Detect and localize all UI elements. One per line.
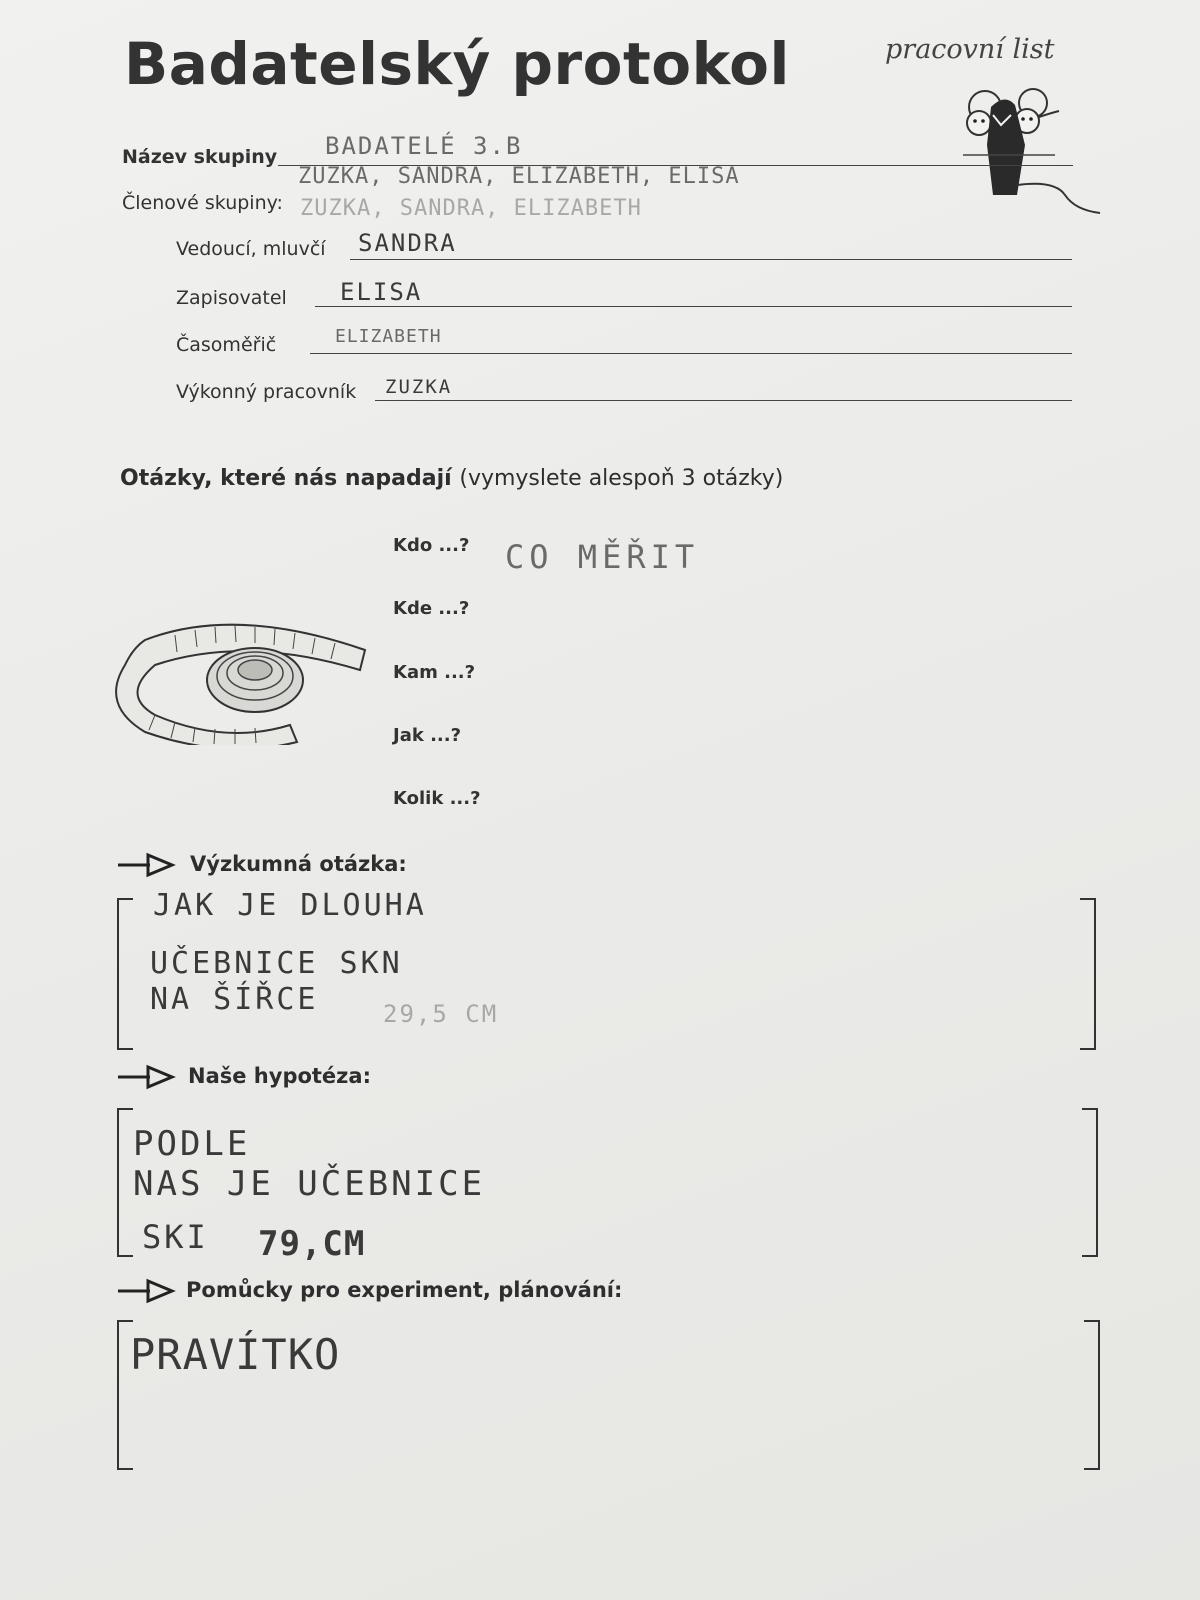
questions-title-bold: Otázky, které nás napadají (120, 466, 452, 491)
worker-label: Výkonný pracovník (176, 381, 357, 403)
timekeeper-label: Časoměřič (176, 334, 277, 356)
group-name-value: BADATELÉ 3.B (325, 132, 523, 160)
worker-line (375, 400, 1072, 401)
research-bracket-left (117, 898, 133, 1050)
tools-bracket-right (1084, 1320, 1100, 1470)
hypothesis-line-3: SKI (142, 1218, 209, 1256)
research-bracket-right (1080, 898, 1096, 1050)
page-title: Badatelský protokol (124, 30, 790, 98)
members-value: ZUZKA, SANDRA, ELIZABETH, ELISA (298, 164, 740, 189)
question-how-much: Kolik ...? (393, 788, 481, 809)
leader-line (350, 259, 1072, 260)
tools-label: Pomůcky pro experiment, plánování: (186, 1278, 623, 1302)
questions-title (120, 466, 783, 491)
recorder-value: ELISA (340, 278, 423, 306)
mice-illustration-icon (955, 85, 1125, 225)
worksheet-label: pracovní list (885, 34, 1055, 65)
research-question-label: Výzkumná otázka: (190, 852, 407, 876)
timekeeper-value: ELIZABETH (335, 326, 442, 347)
hypothesis-value: 79,CM (258, 1224, 366, 1264)
question-answer: CO MĚŘIT (505, 538, 700, 576)
question-where: Kde ...? (393, 598, 470, 619)
hypothesis-bracket-left (117, 1108, 133, 1257)
recorder-label: Zapisovatel (176, 287, 287, 309)
recorder-line (315, 306, 1072, 307)
tools-value: PRAVÍTKO (130, 1330, 341, 1379)
question-whither: Kam ...? (393, 662, 476, 683)
research-line-1: JAK JE DLOUHA (153, 888, 427, 923)
research-line-3: NA ŠÍŘCE (150, 982, 319, 1017)
research-note: 29,5 CM (383, 1000, 499, 1028)
arrow-right-icon (116, 852, 176, 878)
members-label: Členové skupiny: (122, 192, 283, 214)
leader-value: SANDRA (358, 229, 457, 257)
measuring-tape-icon (115, 610, 375, 745)
research-line-2: UČEBNICE SKN (150, 946, 403, 981)
arrow-right-icon (116, 1278, 176, 1304)
leader-label: Vedoucí, mluvčí (176, 238, 326, 260)
question-who: Kdo ...? (393, 535, 470, 556)
worker-value: ZUZKA (385, 376, 453, 398)
hypothesis-label: Naše hypotéza: (188, 1064, 371, 1088)
arrow-right-icon (116, 1064, 176, 1090)
questions-title-hint: (vymyslete alespoň 3 otázky) (459, 466, 784, 491)
timekeeper-line (310, 353, 1072, 354)
hypothesis-bracket-right (1082, 1108, 1098, 1257)
hypothesis-line-1: PODLE (133, 1124, 251, 1164)
question-how: Jak ...? (393, 725, 462, 746)
hypothesis-line-2: NAS JE UČEBNICE (133, 1164, 486, 1204)
group-name-label: Název skupiny (122, 146, 278, 168)
members-erased: ZUZKA, SANDRA, ELIZABETH (300, 196, 642, 221)
